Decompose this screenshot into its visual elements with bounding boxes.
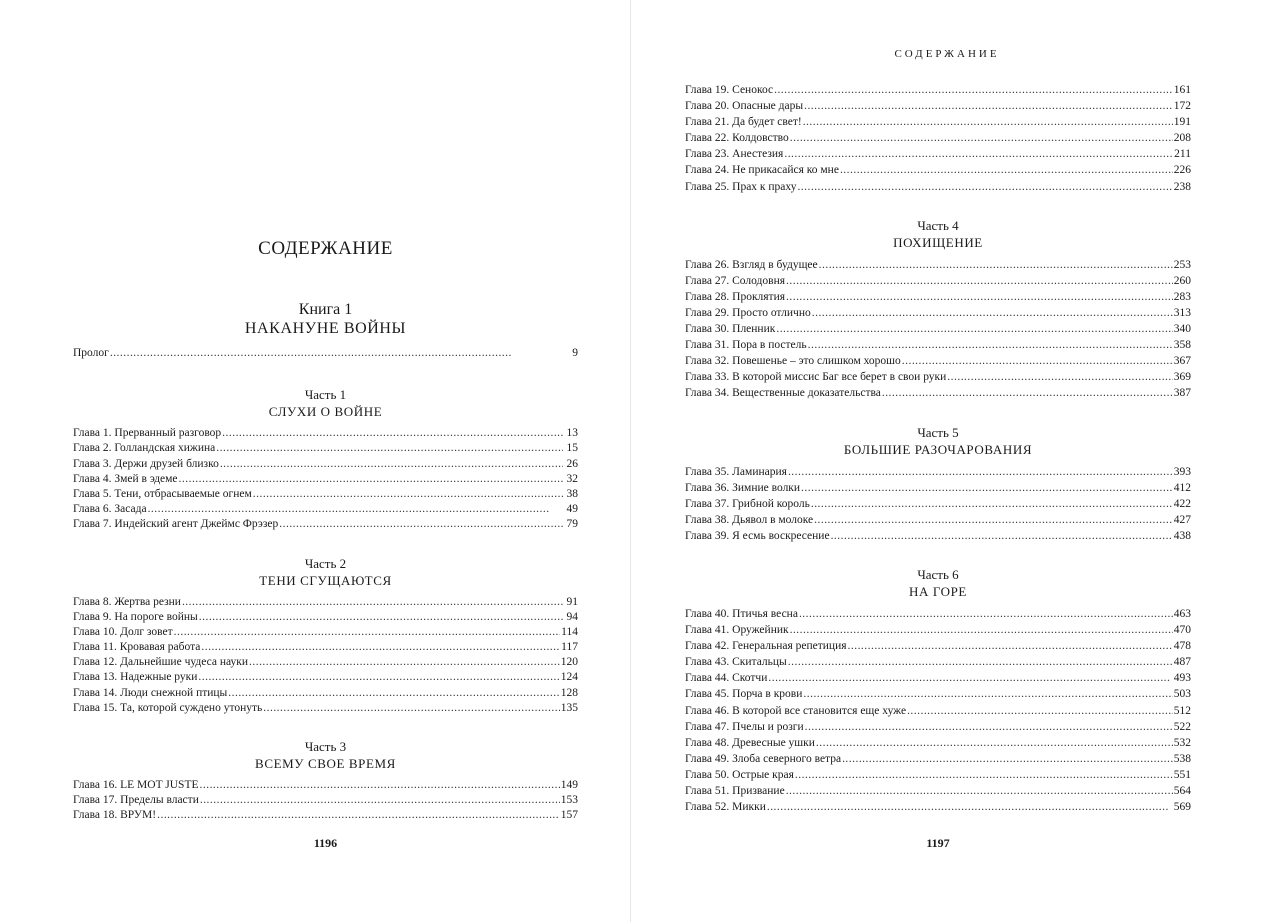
toc-entry-title: Глава 31. Пора в постель — [685, 339, 807, 352]
toc-title: СОДЕРЖАНИЕ — [258, 238, 393, 259]
page-number: 1196 — [313, 836, 338, 850]
toc-entry-page: 538 — [1173, 752, 1191, 765]
dot-leader — [279, 517, 563, 532]
toc-entry-page: 149 — [560, 779, 578, 791]
toc-entry[interactable] — [685, 162, 1191, 178]
toc-entry[interactable] — [73, 625, 578, 640]
toc-entry-page: 393 — [1173, 465, 1191, 478]
running-head: СОДЕРЖАНИЕ — [894, 48, 1000, 60]
dot-leader — [786, 289, 1173, 305]
toc-entry[interactable] — [685, 98, 1191, 114]
toc-entry[interactable] — [73, 595, 578, 610]
toc-entry-page: 226 — [1173, 164, 1191, 177]
toc-entry[interactable] — [73, 472, 578, 487]
dot-leader — [198, 670, 559, 685]
toc-entry-title: Глава 44. Скотчи — [685, 672, 768, 685]
toc-entry-title: Глава 4. Змей в эдеме — [73, 472, 178, 485]
dot-leader — [767, 799, 1173, 815]
dot-leader — [814, 512, 1173, 528]
part-section — [685, 566, 1191, 815]
toc-entry-page: 367 — [1173, 355, 1191, 368]
toc-entry-title: Глава 14. Люди снежной птицы — [73, 686, 228, 699]
dot-leader — [819, 257, 1173, 273]
dot-leader — [220, 457, 563, 472]
part-section — [73, 386, 578, 532]
dot-leader — [799, 606, 1173, 622]
toc-entry[interactable] — [685, 496, 1191, 512]
toc-entry[interactable] — [685, 799, 1191, 815]
dot-leader — [811, 496, 1173, 512]
toc-entry-title: Глава 42. Генеральная репетиция — [685, 640, 847, 653]
toc-entry-page: 512 — [1173, 704, 1191, 717]
toc-entry-prolog[interactable] — [73, 346, 578, 361]
toc-entry-page: 369 — [1173, 371, 1191, 384]
toc-entry-page: 79 — [566, 518, 578, 531]
part-name: СЛУХИ О ВОЙНЕ — [268, 404, 383, 420]
toc-entry-page: 13 — [566, 427, 578, 440]
toc-entry[interactable] — [73, 793, 578, 808]
dot-leader — [797, 179, 1172, 195]
toc-entry-title: Пролог — [73, 347, 109, 359]
toc-entry-page: 340 — [1173, 323, 1191, 336]
toc-entry-page: 427 — [1173, 513, 1191, 526]
toc-entry-title: Глава 9. На пороге войны — [73, 610, 198, 623]
toc-entry-page: 551 — [1173, 768, 1191, 781]
dot-leader — [179, 472, 563, 487]
part-section — [685, 217, 1191, 402]
toc-entry-page: 120 — [560, 656, 578, 669]
dot-leader — [902, 353, 1173, 369]
toc-entry-title: Глава 23. Анестезия — [685, 148, 784, 161]
toc-entry[interactable] — [685, 512, 1191, 528]
toc-entry-title: Глава 34. Вещественные доказательства — [685, 387, 881, 400]
dot-leader — [795, 767, 1173, 783]
toc-entry[interactable] — [685, 179, 1191, 195]
toc-entry[interactable] — [685, 654, 1191, 670]
toc-entry[interactable] — [685, 783, 1191, 799]
toc-entry[interactable] — [73, 808, 578, 823]
dot-leader — [776, 321, 1172, 337]
toc-entry-title: Глава 41. Оружейник — [685, 624, 789, 637]
dot-leader — [788, 654, 1173, 670]
toc-entry-title: Глава 1. Прерванный разговор — [73, 427, 222, 440]
toc-entry-title: Глава 16. LE MOT JUSTE — [73, 779, 199, 791]
toc-entry-title: Глава 22. Колдовство — [685, 132, 789, 145]
dot-leader — [768, 670, 1172, 686]
dot-leader — [786, 273, 1173, 289]
toc-entry[interactable] — [685, 385, 1191, 401]
toc-entry-title: Глава 27. Солодовня — [685, 274, 786, 287]
part-section — [73, 555, 578, 717]
dot-leader — [842, 751, 1173, 767]
right-page — [631, 0, 1263, 922]
part-name: ПОХИЩЕНИЕ — [893, 234, 983, 250]
toc-entry-page: 260 — [1173, 274, 1191, 287]
dot-leader — [222, 426, 563, 441]
part-section — [73, 738, 578, 824]
toc-entry[interactable] — [685, 735, 1191, 751]
toc-entry-title: Глава 13. Надежные руки — [73, 671, 198, 684]
toc-entry-title: Глава 49. Злоба северного ветра — [685, 752, 842, 765]
dot-leader — [174, 625, 561, 640]
toc-entry-title: Глава 43. Скитальцы — [685, 656, 787, 669]
dot-leader — [774, 82, 1173, 98]
dot-leader — [816, 735, 1173, 751]
toc-entry-page: 117 — [561, 641, 578, 654]
dot-leader — [253, 487, 563, 502]
toc-entry[interactable] — [685, 638, 1191, 654]
toc-entry-page: 211 — [1174, 148, 1191, 161]
toc-entry-title: Глава 8. Жертва резни — [73, 595, 181, 608]
toc-entry-page: 191 — [1173, 116, 1191, 129]
toc-entry-page: 135 — [560, 701, 578, 714]
toc-entry-page: 564 — [1173, 785, 1191, 797]
toc-entry-title: Глава 40. Птичья весна — [685, 607, 798, 620]
dot-leader — [882, 385, 1173, 401]
toc-entry-title: Глава 6. Засада — [73, 503, 147, 516]
toc-entry-page: 522 — [1173, 720, 1191, 733]
toc-entry-title: Глава 32. Повешенье – это слишком хорошо — [685, 355, 901, 368]
toc-entry[interactable] — [73, 701, 578, 716]
toc-entry-page: 161 — [1173, 84, 1191, 96]
toc-entry-page: 172 — [1173, 100, 1191, 113]
toc-entry-title: Глава 3. Держи друзей близко — [73, 457, 219, 470]
dot-leader — [788, 464, 1173, 480]
toc-entry-page: 208 — [1173, 132, 1191, 145]
toc-entry-page: 26 — [566, 457, 578, 470]
toc-entry[interactable] — [685, 321, 1191, 337]
dot-leader — [947, 369, 1172, 385]
toc-entry[interactable] — [73, 610, 578, 625]
book-heading — [73, 300, 578, 338]
toc-entry[interactable] — [685, 353, 1191, 369]
toc-entry-page: 487 — [1173, 656, 1191, 669]
book-name: НАКАНУНЕ ВОЙНЫ — [244, 320, 407, 337]
dot-leader — [801, 480, 1173, 496]
dot-leader — [831, 528, 1173, 544]
toc-entry-title: Глава 46. В которой все становится еще хуже — [685, 704, 907, 717]
toc-entry[interactable] — [685, 289, 1191, 305]
toc-entry[interactable] — [685, 257, 1191, 273]
toc-entry-page: 128 — [560, 686, 578, 699]
toc-entry[interactable] — [685, 114, 1191, 130]
toc-entry-title: Глава 36. Зимние волки — [685, 481, 801, 494]
toc-entry[interactable] — [685, 686, 1191, 702]
book-label: Книга 1 — [298, 301, 353, 318]
toc-entry-title: Глава 33. В которой миссис Баг все берет в свои руки — [685, 371, 947, 384]
dot-leader — [786, 783, 1173, 799]
dot-leader — [803, 114, 1173, 130]
toc-entry-title: Глава 19. Сенокос — [685, 84, 774, 96]
dot-leader — [840, 162, 1173, 178]
toc-entry-title: Глава 2. Голландская хижина — [73, 442, 216, 455]
dot-leader — [200, 793, 560, 808]
dot-leader — [157, 808, 560, 823]
toc-entry-page: 387 — [1173, 387, 1191, 400]
toc-entry-title: Глава 25. Прах к праху — [685, 180, 797, 193]
toc-entry-title: Глава 35. Ламинария — [685, 465, 787, 478]
toc-entry[interactable] — [685, 130, 1191, 146]
dot-leader — [784, 146, 1173, 162]
toc-entry[interactable] — [685, 751, 1191, 767]
toc-entry[interactable] — [73, 502, 578, 517]
toc-entry[interactable] — [685, 369, 1191, 385]
toc-entry-page: 114 — [561, 625, 578, 638]
toc-entry-page: 238 — [1173, 180, 1191, 193]
toc-entry-title: Глава 15. Та, которой суждено утонуть — [73, 701, 263, 714]
toc-entry-title: Глава 29. Просто отлично — [685, 306, 811, 319]
toc-entry-page: 463 — [1173, 607, 1191, 620]
dot-leader — [790, 130, 1173, 146]
toc-entry-page: 253 — [1173, 258, 1191, 271]
toc-entry-title: Глава 18. ВРУМ! — [73, 809, 157, 822]
page-number: 1197 — [926, 836, 950, 850]
toc-entry-page: 412 — [1173, 481, 1191, 494]
dot-leader — [907, 703, 1173, 719]
dot-leader — [249, 655, 560, 670]
dot-leader — [803, 686, 1172, 702]
toc-entry[interactable] — [685, 767, 1191, 783]
toc-entry-title: Глава 52. Микки — [685, 801, 766, 814]
toc-entry-title: Глава 47. Пчелы и розги — [685, 720, 804, 733]
toc-entry-page: 91 — [566, 595, 578, 608]
toc-entry[interactable] — [73, 457, 578, 472]
toc-entry-title: Глава 11. Кровавая работа — [73, 641, 201, 654]
part-label: Часть 5 — [917, 424, 959, 440]
toc-entry[interactable] — [73, 670, 578, 685]
toc-entry-page: 94 — [566, 610, 578, 623]
dot-leader — [216, 441, 563, 456]
dot-leader — [201, 640, 560, 655]
toc-entry-page: 283 — [1173, 290, 1191, 303]
right-toc-column — [685, 82, 1191, 815]
toc-entry-title: Глава 39. Я есмь воскресение — [685, 529, 830, 542]
toc-entry[interactable] — [73, 441, 578, 456]
toc-entry[interactable] — [685, 703, 1191, 719]
toc-entry[interactable] — [73, 778, 578, 793]
toc-entry-title: Глава 20. Опасные дары — [685, 100, 804, 113]
part-name: ТЕНИ СГУЩАЮТСЯ — [259, 572, 392, 588]
dot-leader — [848, 638, 1173, 654]
left-toc-column — [73, 236, 578, 824]
toc-entry-title: Глава 51. Призвание — [685, 785, 785, 797]
toc-entry[interactable] — [685, 273, 1191, 289]
dot-leader — [805, 719, 1173, 735]
left-page — [0, 0, 630, 922]
part-label: Часть 3 — [304, 739, 347, 754]
toc-entry[interactable] — [685, 528, 1191, 544]
toc-entry[interactable] — [685, 146, 1191, 162]
toc-entry-title: Глава 17. Пределы власти — [73, 794, 199, 807]
toc-entry[interactable] — [685, 480, 1191, 496]
dot-leader — [182, 595, 563, 610]
toc-entry-title: Глава 38. Дьявол в молоке — [685, 513, 814, 526]
toc-entry[interactable] — [73, 655, 578, 670]
toc-entry-page: 470 — [1173, 624, 1191, 637]
toc-entry[interactable] — [73, 686, 578, 701]
toc-entry[interactable] — [685, 337, 1191, 353]
dot-leader — [808, 337, 1173, 353]
part-label: Часть 6 — [917, 566, 959, 582]
dot-leader — [263, 701, 559, 716]
toc-entry-title: Глава 12. Дальнейшие чудеса науки — [73, 656, 249, 669]
toc-entry-title: Глава 45. Порча в крови — [685, 688, 803, 701]
toc-entry-page: 478 — [1173, 640, 1191, 653]
dot-leader — [804, 98, 1173, 114]
toc-entry[interactable] — [685, 719, 1191, 735]
toc-entry[interactable] — [685, 606, 1191, 622]
toc-entry[interactable] — [685, 622, 1191, 638]
part-section — [685, 424, 1191, 544]
toc-entry-page: 358 — [1173, 339, 1191, 352]
dot-leader — [812, 305, 1173, 321]
toc-entry[interactable] — [73, 517, 578, 532]
part-name: ВСЕМУ СВОЕ ВРЕМЯ — [255, 756, 396, 771]
toc-entry-title: Глава 21. Да будет свет! — [685, 116, 802, 129]
toc-entry-title: Глава 48. Древесные ушки — [685, 736, 815, 749]
toc-entry-title: Глава 50. Острые края — [685, 768, 794, 781]
part-label: Часть 2 — [304, 555, 347, 571]
toc-entry[interactable] — [685, 670, 1191, 686]
dot-leader — [228, 686, 559, 701]
dot-leader — [110, 346, 563, 361]
toc-entry-title: Глава 7. Индейский агент Джеймс Фрэзер — [73, 518, 279, 531]
toc-entry-page: 9 — [572, 347, 578, 359]
toc-entry[interactable] — [685, 82, 1191, 98]
toc-entry-page: 157 — [560, 809, 578, 822]
toc-entry-page: 32 — [566, 472, 578, 485]
toc-entry-title: Глава 28. Проклятия — [685, 290, 786, 303]
toc-entry-page: 313 — [1173, 306, 1191, 319]
toc-entry-title: Глава 5. Тени, отбрасываемые огнем — [73, 487, 252, 500]
toc-entry-page: 15 — [566, 442, 578, 455]
toc-entry-page: 124 — [560, 671, 578, 684]
toc-entry-page: 38 — [566, 487, 578, 500]
dot-leader — [790, 622, 1173, 638]
toc-entry[interactable] — [73, 426, 578, 441]
toc-entry[interactable] — [685, 464, 1191, 480]
part-label: Часть 4 — [917, 217, 959, 233]
toc-entry-title: Глава 37. Грибной король — [685, 497, 810, 510]
toc-entry-title: Глава 30. Пленник — [685, 323, 776, 336]
toc-entry-page: 503 — [1173, 688, 1191, 701]
toc-entry-page: 493 — [1173, 672, 1191, 685]
toc-entry[interactable] — [73, 487, 578, 502]
toc-entry-title: Глава 10. Долг зовет — [73, 625, 173, 638]
dot-leader — [148, 502, 563, 517]
toc-entry-title: Глава 26. Взгляд в будущее — [685, 258, 818, 271]
toc-entry[interactable] — [685, 305, 1191, 321]
toc-entry-page: 438 — [1173, 529, 1191, 542]
toc-entry-page: 532 — [1173, 736, 1191, 749]
part-label: Часть 1 — [304, 387, 347, 403]
dot-leader — [199, 610, 563, 625]
toc-entry[interactable] — [73, 640, 578, 655]
entry-list — [685, 82, 1191, 195]
toc-entry-page: 569 — [1173, 801, 1191, 814]
toc-entry-title: Глава 24. Не прикасайся ко мне — [685, 164, 839, 177]
toc-entry-page: 422 — [1173, 497, 1191, 510]
toc-entry-page: 153 — [560, 794, 578, 807]
dot-leader — [200, 778, 560, 793]
part-name: НА ГОРЕ — [909, 583, 967, 599]
part-name: БОЛЬШИЕ РАЗОЧАРОВАНИЯ — [843, 441, 1033, 457]
toc-entry-page: 49 — [566, 503, 578, 516]
